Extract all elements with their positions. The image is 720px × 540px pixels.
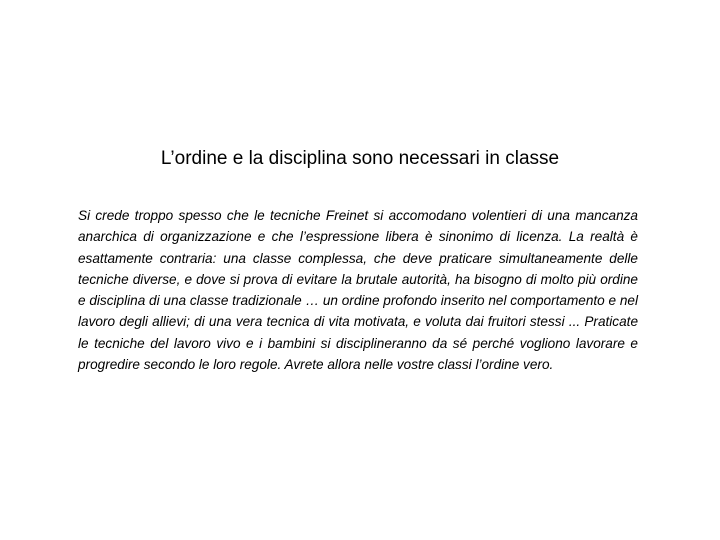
slide-body-text: Si crede troppo spesso che le tecniche Freinet si accomodano volentieri di una mancanza anarchica di organizzazione e che l’espressione libera è sinonimo di licenza. La realtà è esattamente contraria: una classe complessa, che deve praticare simultaneamente delle tecniche diverse, e dove si prova di evitare la brutale autorità, ha bisogno di molto più ordine e disciplina di una classe tradizionale … un ordine profondo inserito nel comportamento e nel lavoro degli allievi; di una vera tecnica di vita motivata, e voluta dai fruitori stessi ... Praticate le tecniche del lavoro vivo e i bambini si disciplineranno da sé perché vogliono lavorare e progredire secondo le loro regole. Avrete allora nelle vostre classi l’ordine vero. xyxy=(78,208,638,373)
slide-title: L’ordine e la disciplina sono necessari in classe xyxy=(160,148,560,169)
